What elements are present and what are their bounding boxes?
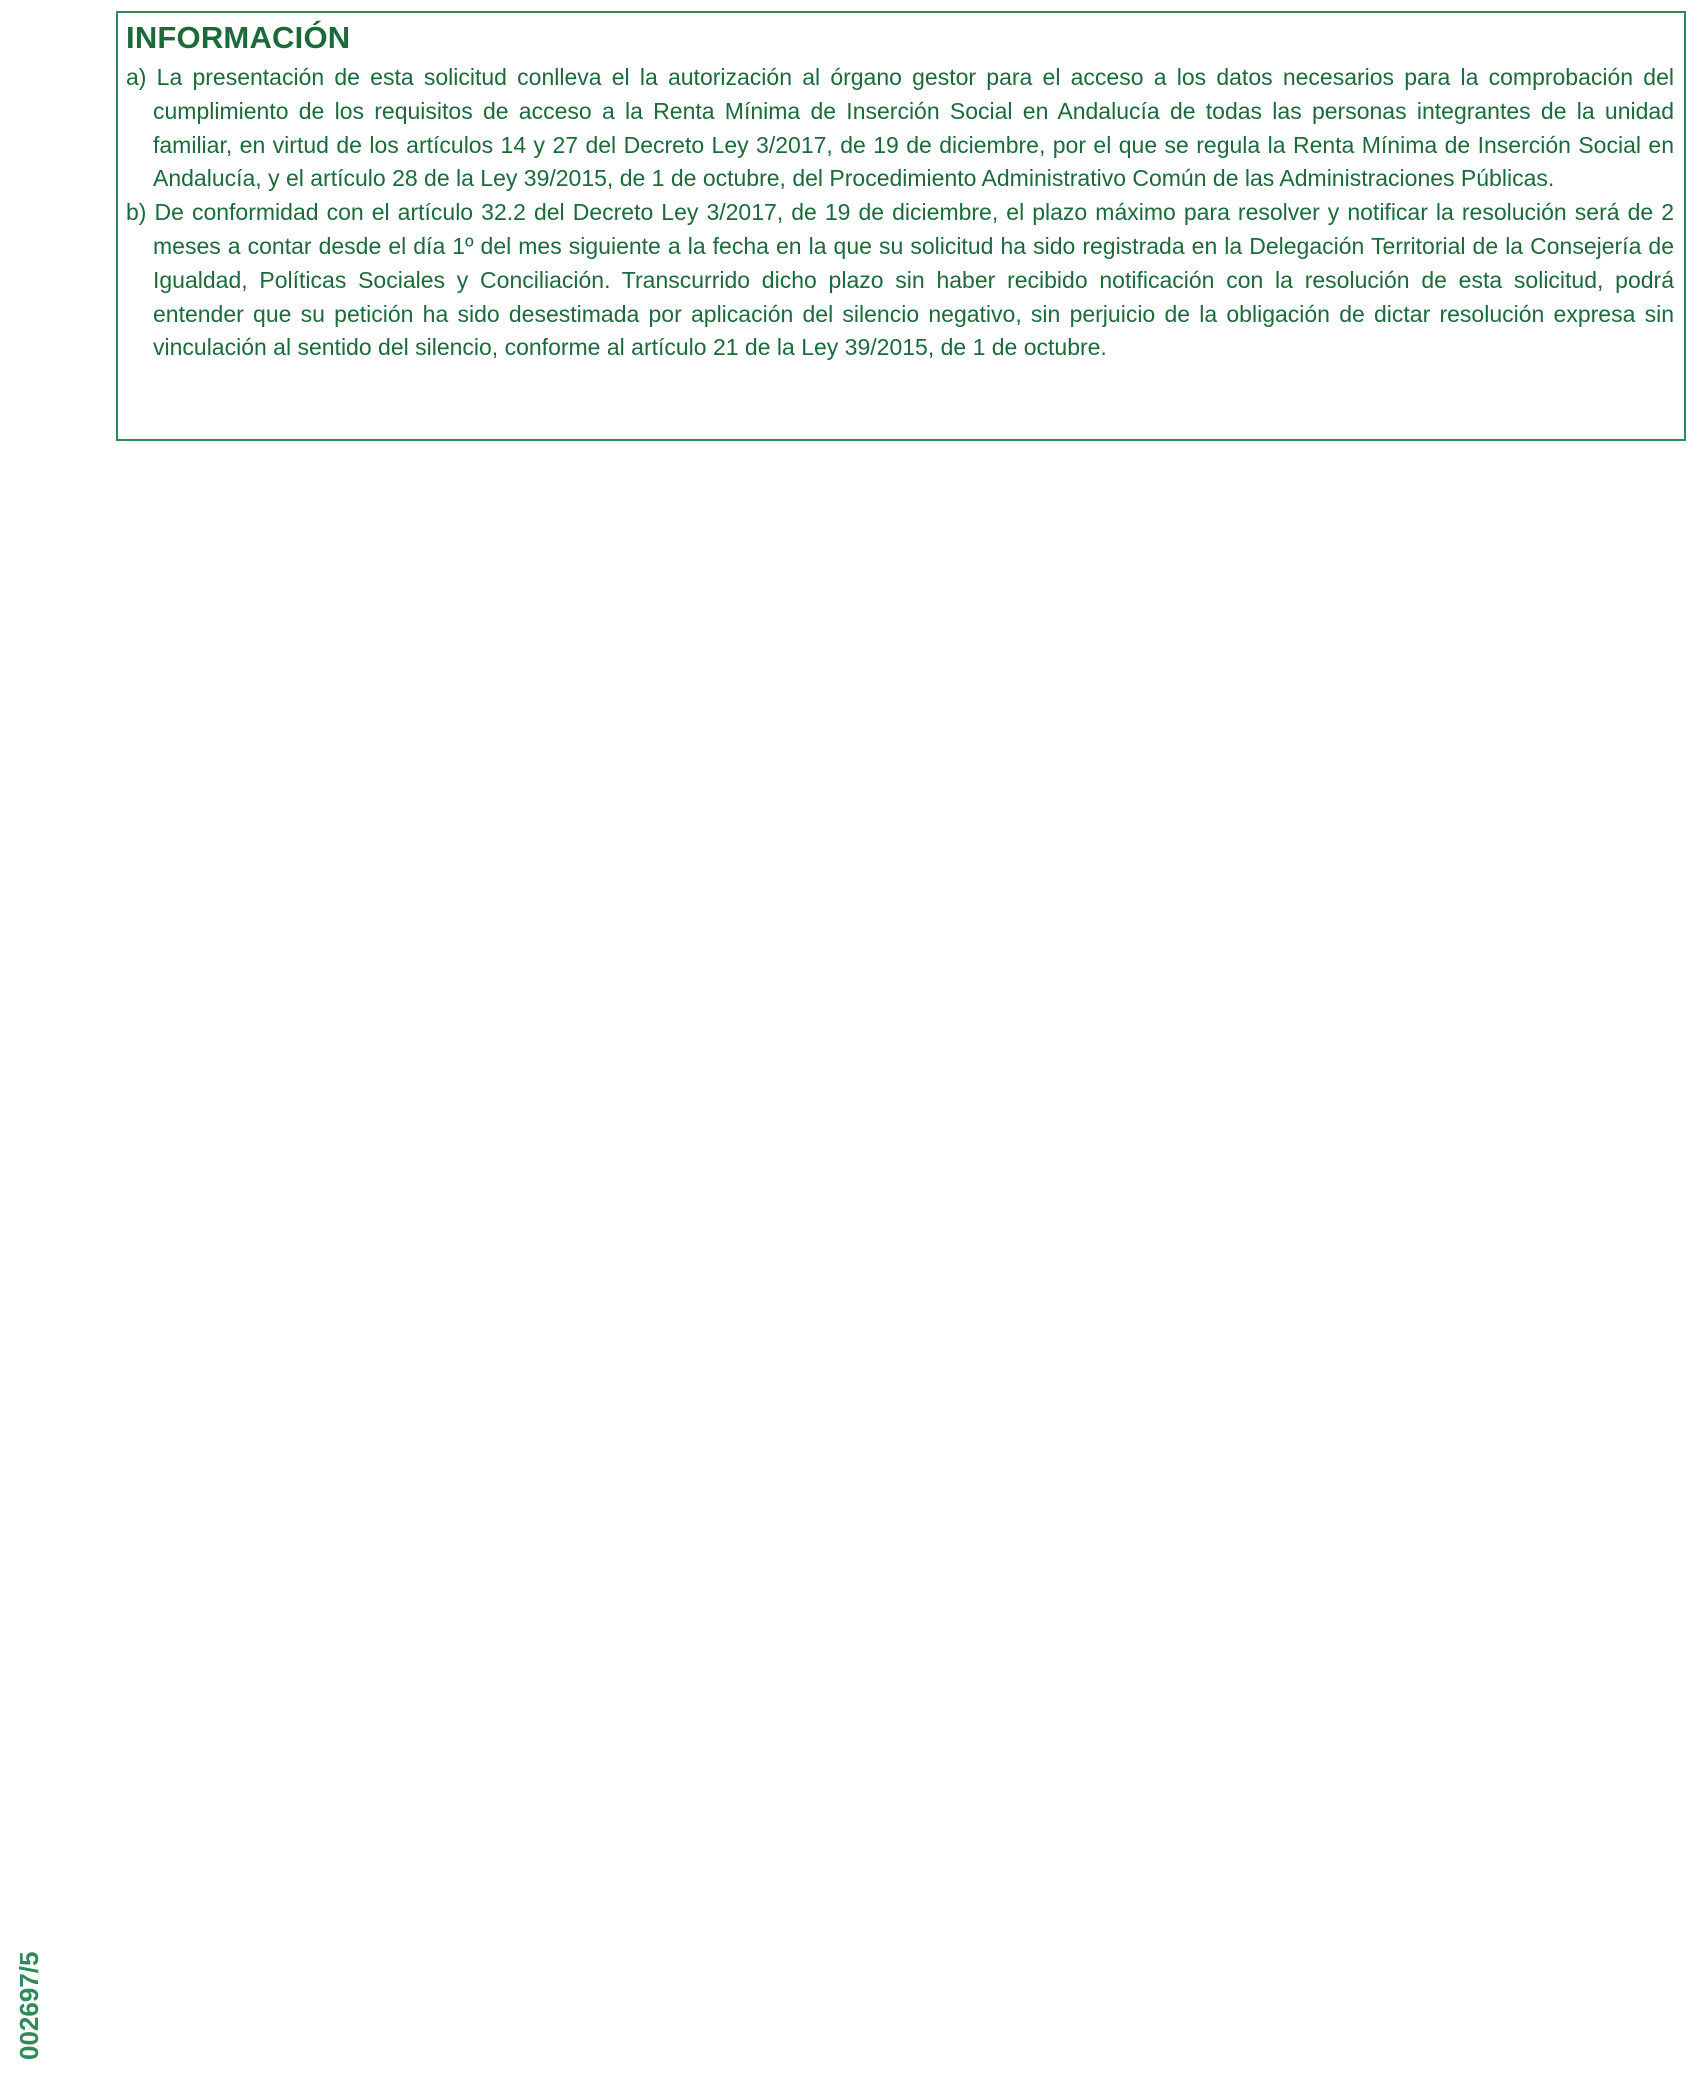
information-item-b: b) De conformidad con el artículo 32.2 del Decreto Ley 3/2017, de 19 de diciembre, el plazo máximo para resolver y notificar la resolución será de 2 meses a contar desde el día 1º del mes siguiente a la fecha en la que su solicitud ha sido registrada en la Delegación Territorial de la Consejería de Igualdad, Políticas Sociales y Conciliación. Transcurrido dicho plazo sin haber recibido notificación con la resolución de esta solicitud, podrá entender que su petición ha sido desestimada por aplicación del silencio negativo, sin perjuicio de la obligación de dictar resolución expresa sin vinculación al sentido del silencio, conforme al artículo 21 de la Ley 39/2015, de 1 de octubre.	[126, 199, 1674, 361]
information-box	[116, 11, 1686, 441]
information-item-a: a) La presentación de esta solicitud conlleva el la autorización al órgano gestor para el acceso a los datos necesarios para la comprobación del cumplimiento de los requisitos de acceso a la Renta Mínima de Inserción Social en Andalucía de todas las personas integrantes de la unidad familiar, en virtud de los artículos 14 y 27 del Decreto Ley 3/2017, de 19 de diciembre, por el que se regula la Renta Mínima de Inserción Social en Andalucía, y el artículo 28 de la Ley 39/2015, de 1 de octubre, del Procedimiento Administrativo Común de las Administraciones Públicas.	[126, 64, 1674, 192]
form-code-label: 002697/5	[14, 1951, 44, 2060]
information-title: INFORMACIÓN	[126, 20, 351, 55]
